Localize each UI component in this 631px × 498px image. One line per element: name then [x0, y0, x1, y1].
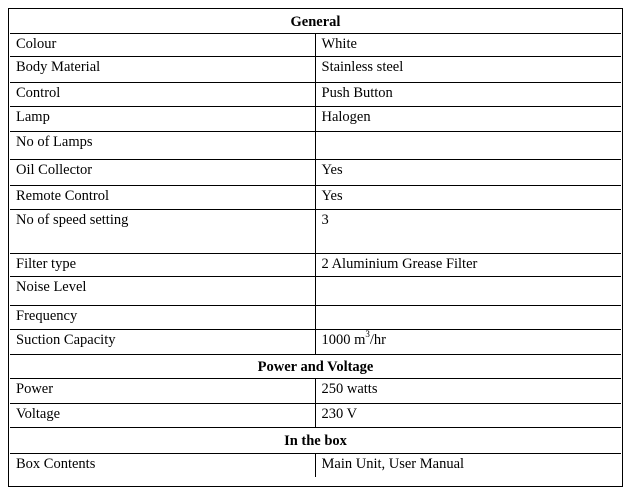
spec-value	[316, 132, 622, 160]
table-row	[10, 454, 621, 477]
unit-superscript: 3	[365, 329, 370, 340]
spec-value: Stainless steel	[316, 57, 622, 83]
table-row	[10, 330, 621, 355]
spec-value: White	[316, 34, 622, 57]
spec-value: 230 V	[316, 404, 622, 428]
table-row	[10, 186, 621, 210]
table-row	[10, 379, 621, 404]
suction-value-unit: /hr	[369, 332, 387, 348]
table-row	[10, 132, 621, 160]
spec-value: Main Unit, User Manual	[321, 456, 465, 472]
section-header-row	[10, 10, 621, 34]
section-title-power-voltage: Power and Voltage	[10, 355, 621, 379]
spec-value: 3	[316, 210, 622, 254]
spec-value	[316, 330, 622, 355]
spec-value	[316, 277, 622, 306]
spec-label: Oil Collector	[10, 160, 316, 186]
spec-label: Voltage	[10, 404, 316, 428]
spec-value	[316, 306, 622, 330]
spec-value: 250 watts	[316, 379, 622, 404]
section-title-general: General	[10, 10, 621, 34]
table-row	[10, 254, 621, 277]
suction-value-number: 1000 m	[321, 332, 366, 348]
spec-label: Colour	[10, 34, 316, 57]
table-row	[10, 404, 621, 428]
spec-label: Frequency	[10, 306, 316, 330]
spec-label: Suction Capacity	[10, 330, 316, 355]
spec-label: No of speed setting	[10, 210, 316, 254]
spec-label: Remote Control	[10, 186, 316, 210]
spec-value: Yes	[316, 186, 622, 210]
spec-value: 2 Aluminium Grease Filter	[316, 254, 622, 277]
table-row	[10, 306, 621, 330]
spec-label: No of Lamps	[10, 132, 316, 160]
spec-label: Lamp	[10, 107, 316, 132]
table-row	[10, 210, 621, 254]
table-row	[10, 107, 621, 132]
spec-value: Halogen	[316, 107, 622, 132]
specifications-table	[10, 10, 621, 477]
section-title-in-the-box: In the box	[10, 428, 621, 454]
section-header-row	[10, 355, 621, 379]
table-row	[10, 83, 621, 107]
spec-label: Noise Level	[10, 277, 316, 306]
spec-label: Control	[10, 83, 316, 107]
section-header-row	[10, 428, 621, 454]
table-row	[10, 34, 621, 57]
spec-label: Box Contents	[10, 454, 316, 477]
spec-value: Push Button	[316, 83, 622, 107]
spec-value: Yes	[316, 160, 622, 186]
table-row	[10, 160, 621, 186]
spec-label: Power	[10, 379, 316, 404]
table-row	[10, 277, 621, 306]
specifications-table-frame	[8, 8, 623, 487]
spec-label: Body Material	[10, 57, 316, 83]
spec-label: Filter type	[10, 254, 316, 277]
table-row	[10, 57, 621, 83]
